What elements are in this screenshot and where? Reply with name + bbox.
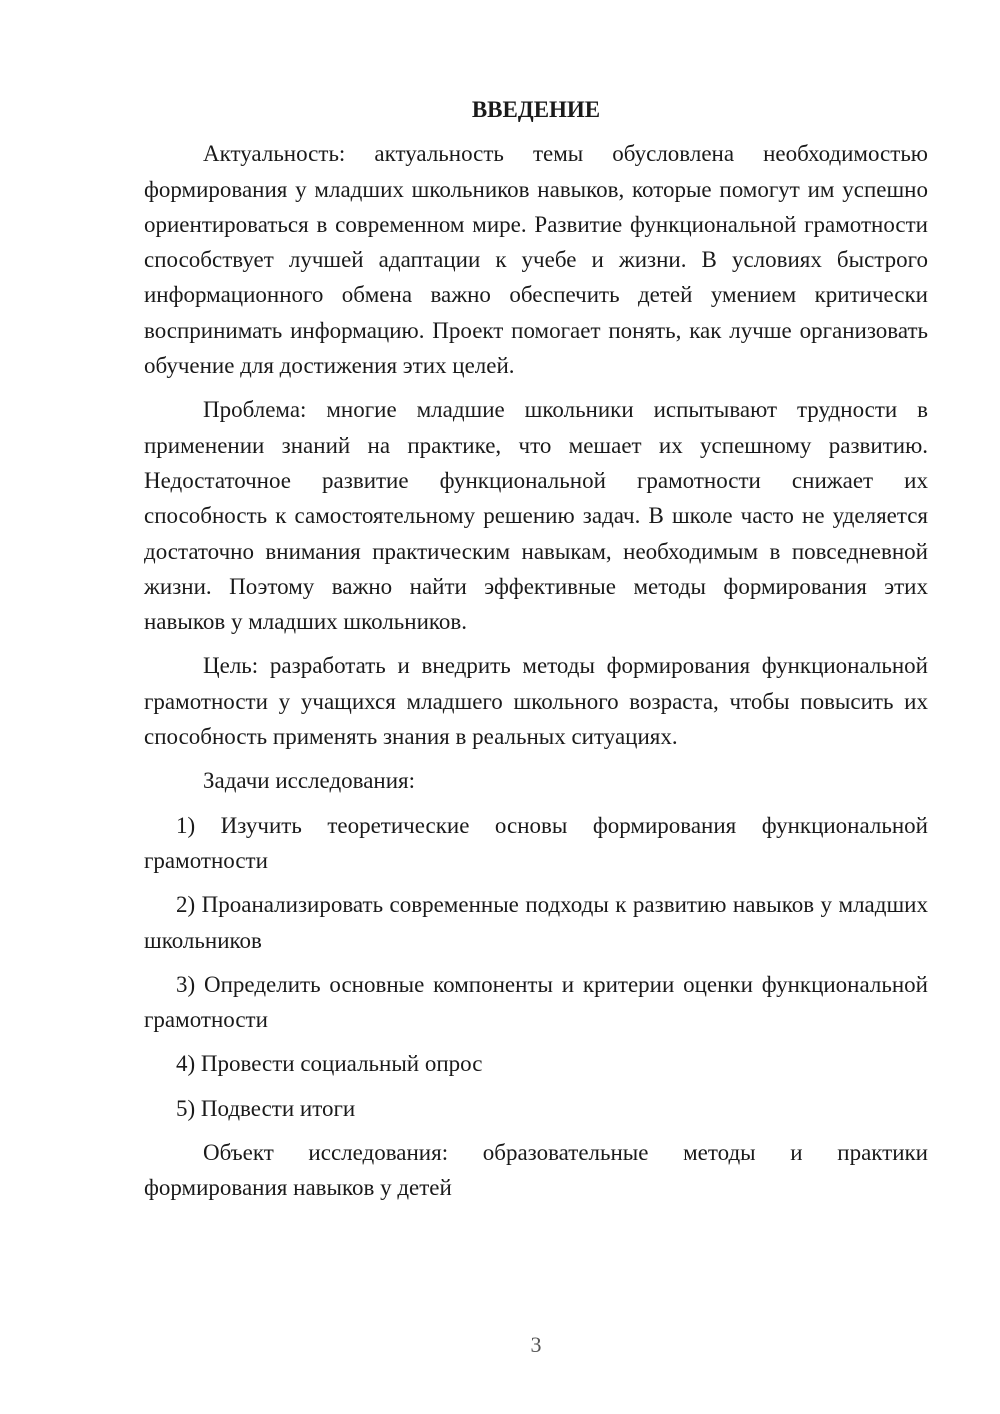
task-item: 1) Изучить теоретические основы формирования функциональной грамотности (144, 812, 928, 873)
page-content (144, 92, 928, 1215)
page-number: 3 (530, 1332, 542, 1357)
relevance-paragraph: Актуальность: актуальность темы обусловлена необходимостью формирования у младших школьников навыков, которые помогут им успешно ориентироваться в современном мире. Развитие функциональной грамотности способствует лучшей адаптации к учебе и жизни. В условиях быстрого информационного обмена важно обеспечить детей умением критически воспринимать информацию. Проект помогает понять, как лучше организовать обучение для достижения этих целей. (144, 141, 928, 379)
object-paragraph: Объект исследования: образовательные методы и практики формирования навыков у детей (144, 1140, 928, 1201)
tasks-heading: Задачи исследования: (203, 768, 416, 794)
task-item: 3) Определить основные компоненты и критерии оценки функциональной грамотности (144, 971, 928, 1033)
page-title: ВВЕДЕНИЕ (471, 97, 601, 122)
task-item: 5) Подвести итоги (176, 1095, 356, 1121)
task-item: 4) Провести социальный опрос (176, 1051, 483, 1077)
goal-paragraph: Цель: разработать и внедрить методы формирования функциональной грамотности у учащихся младшего школьного возраста, чтобы повысить их способность применять знания в реальных ситуациях. (144, 653, 928, 750)
problem-paragraph: Проблема: многие младшие школьники испытывают трудности в применении знаний на практике, что мешает их успешному развитию. Недостаточное развитие функциональной грамотности снижает их способность к самостоятельному решению задач. В школе часто не уделяется достаточно внимания практическим навыкам, необходимым в повседневной жизни. Поэтому важно найти эффективные методы формирования этих навыков у младших школьников. (144, 397, 928, 635)
task-item: 2) Проанализировать современные подходы к развитию навыков у младших школьников (144, 892, 928, 953)
tasks-list (144, 808, 928, 1126)
